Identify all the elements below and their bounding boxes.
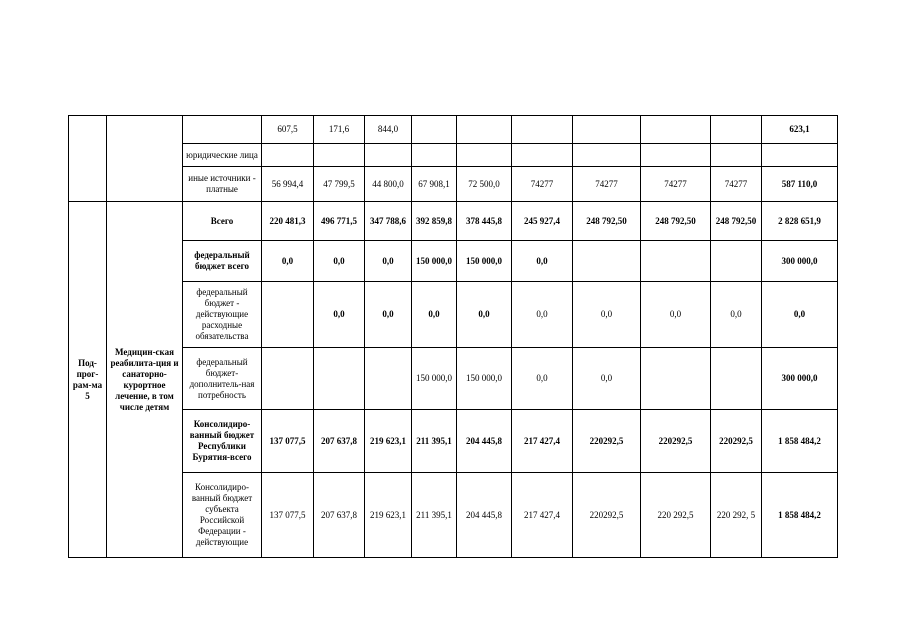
table-cell: [365, 348, 412, 410]
table-cell: 74277: [711, 167, 762, 202]
table-cell: 220 481,3: [262, 202, 314, 241]
table-cell: 72 500,0: [457, 167, 512, 202]
table-row: [69, 282, 838, 348]
table-row: [69, 410, 838, 473]
table-cell: 0,0: [641, 282, 711, 348]
subprogram-number: Под-прог-рам-ма 5: [69, 202, 107, 558]
table-cell: 137 077,5: [262, 473, 314, 558]
table-cell: [314, 144, 365, 167]
table-cell-blank: [107, 116, 183, 202]
table-cell: 0,0: [365, 241, 412, 282]
table-cell: [641, 144, 711, 167]
table-row: [69, 202, 838, 241]
table-cell: 44 800,0: [365, 167, 412, 202]
table-cell: 150 000,0: [412, 348, 457, 410]
table-cell-total: 1 858 484,2: [762, 473, 838, 558]
row-label: Консолидиро-ванный бюджет субъекта Российской Федерации - действующие: [183, 473, 262, 558]
table-cell: 219 623,1: [365, 410, 412, 473]
table-cell: 204 445,8: [457, 410, 512, 473]
table-cell: 248 792,50: [573, 202, 641, 241]
subprogram-title: Медицин-ская реабилита-ция и санаторно-курортное лечение, в том числе детям: [107, 202, 183, 558]
table-cell: 0,0: [365, 282, 412, 348]
table-cell: 47 799,5: [314, 167, 365, 202]
row-label: Всего: [183, 202, 262, 241]
table-cell: [573, 241, 641, 282]
table-cell: 220 292,5: [641, 473, 711, 558]
table-cell: [711, 144, 762, 167]
table-cell: 248 792,50: [711, 202, 762, 241]
table-cell: 245 927,4: [512, 202, 573, 241]
table-row: [69, 167, 838, 202]
table-cell: [641, 241, 711, 282]
table-row: [69, 116, 838, 144]
table-cell: 0,0: [512, 348, 573, 410]
table-cell: 0,0: [412, 282, 457, 348]
table-cell: 0,0: [262, 241, 314, 282]
row-label: федеральный бюджет всего: [183, 241, 262, 282]
table-cell: [641, 116, 711, 144]
table-cell: 220292,5: [573, 473, 641, 558]
table-row: [69, 348, 838, 410]
table-cell: 171,6: [314, 116, 365, 144]
table-cell-total: 623,1: [762, 116, 838, 144]
table-cell-total: 300 000,0: [762, 348, 838, 410]
table-cell: 211 395,1: [412, 410, 457, 473]
table-cell-total: [762, 144, 838, 167]
table-cell: 0,0: [314, 282, 365, 348]
table-cell-total: 1 858 484,2: [762, 410, 838, 473]
row-label: федеральный бюджет - действующие расходные обязательства: [183, 282, 262, 348]
budget-table: [68, 115, 838, 558]
table-cell: 217 427,4: [512, 473, 573, 558]
table-cell: [711, 116, 762, 144]
row-label: Консолидиро-ванный бюджет Республики Бурятия-всего: [183, 410, 262, 473]
table-cell: 0,0: [512, 282, 573, 348]
table-cell: [457, 144, 512, 167]
table-cell: 67 908,1: [412, 167, 457, 202]
table-cell: 0,0: [573, 348, 641, 410]
table-cell: [512, 144, 573, 167]
row-label: федеральный бюджет- дополнитель-ная потребность: [183, 348, 262, 410]
table-cell: 0,0: [314, 241, 365, 282]
table-cell: [262, 348, 314, 410]
table-cell: 150 000,0: [412, 241, 457, 282]
table-cell: 219 623,1: [365, 473, 412, 558]
table-cell: 378 445,8: [457, 202, 512, 241]
table-cell: 0,0: [711, 282, 762, 348]
table-cell: 220292,5: [573, 410, 641, 473]
table-cell: [412, 116, 457, 144]
table-cell: 207 637,8: [314, 410, 365, 473]
table-cell: 248 792,50: [641, 202, 711, 241]
table-cell: 220 292, 5: [711, 473, 762, 558]
table-cell: [262, 144, 314, 167]
table-cell-total: 2 828 651,9: [762, 202, 838, 241]
table-cell: 137 077,5: [262, 410, 314, 473]
row-label: юридические лица: [183, 144, 262, 167]
table-cell: [711, 348, 762, 410]
table-cell: 607,5: [262, 116, 314, 144]
table-cell: 74277: [512, 167, 573, 202]
table-cell: [641, 348, 711, 410]
table-cell: 204 445,8: [457, 473, 512, 558]
table-row: [69, 144, 838, 167]
table-cell-total: 300 000,0: [762, 241, 838, 282]
table-cell: 392 859,8: [412, 202, 457, 241]
table-cell: 207 637,8: [314, 473, 365, 558]
table-cell: 496 771,5: [314, 202, 365, 241]
table-cell: [573, 116, 641, 144]
table-cell: [711, 241, 762, 282]
table-cell: 74277: [573, 167, 641, 202]
row-label: [183, 116, 262, 144]
table-cell: [365, 144, 412, 167]
table-cell: 0,0: [573, 282, 641, 348]
table-cell-total: 587 110,0: [762, 167, 838, 202]
table-cell: 56 994,4: [262, 167, 314, 202]
table-cell: [457, 116, 512, 144]
table-cell: [573, 144, 641, 167]
table-cell: [262, 282, 314, 348]
table-row: [69, 473, 838, 558]
table-cell: [412, 144, 457, 167]
table-cell: 844,0: [365, 116, 412, 144]
table-cell: 220292,5: [641, 410, 711, 473]
table-cell: 211 395,1: [412, 473, 457, 558]
table-row: [69, 241, 838, 282]
table-cell: 74277: [641, 167, 711, 202]
table-cell: [314, 348, 365, 410]
table-cell: 347 788,6: [365, 202, 412, 241]
table-cell: 0,0: [457, 282, 512, 348]
table-cell: 150 000,0: [457, 241, 512, 282]
row-label: иные источники - платные: [183, 167, 262, 202]
table-cell-blank: [69, 116, 107, 202]
table-cell: 220292,5: [711, 410, 762, 473]
table-cell: 150 000,0: [457, 348, 512, 410]
table-cell: 0,0: [512, 241, 573, 282]
table-cell: 217 427,4: [512, 410, 573, 473]
table-cell: [512, 116, 573, 144]
table-cell-total: 0,0: [762, 282, 838, 348]
